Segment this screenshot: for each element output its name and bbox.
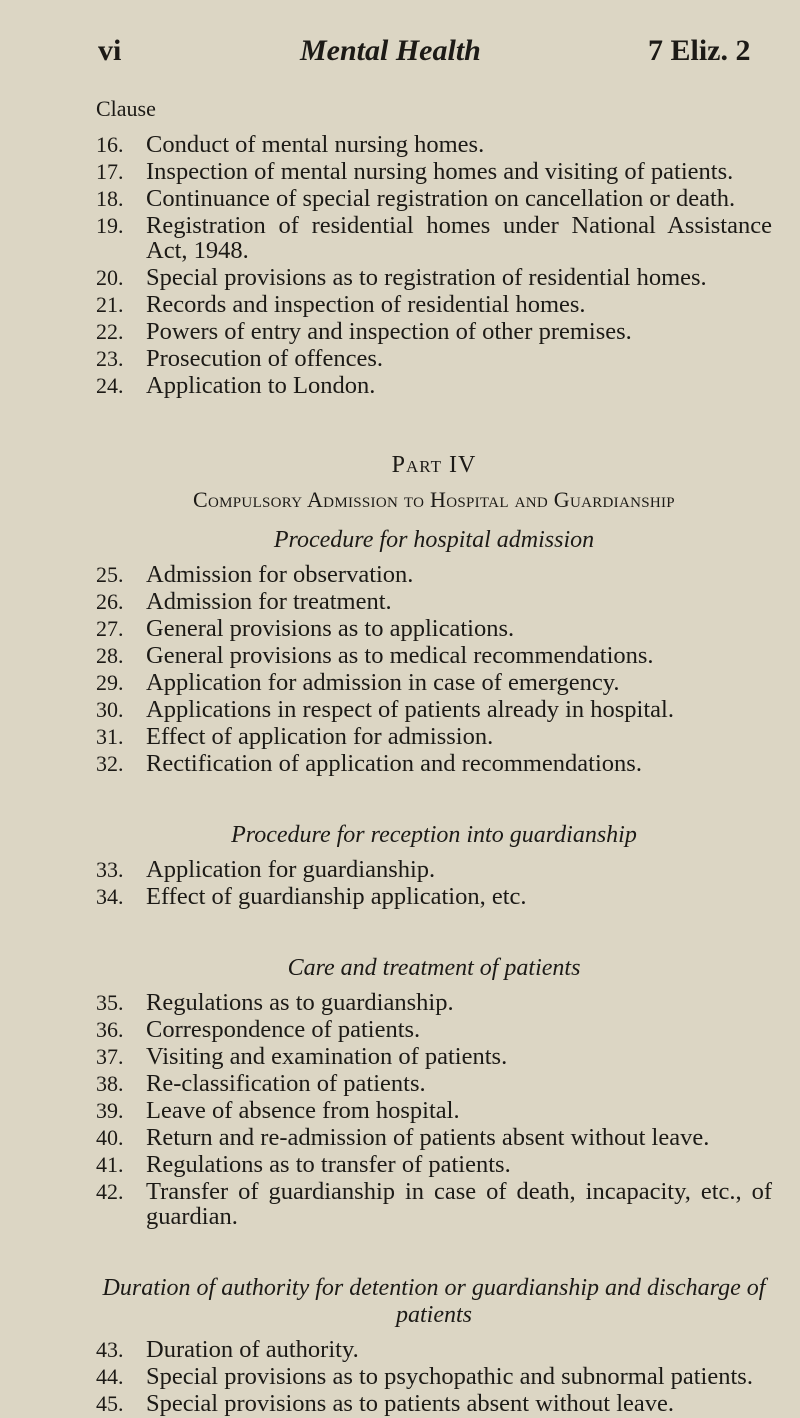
clause-number: 42.: [96, 1179, 124, 1204]
clause-entry: [96, 751, 772, 776]
clause-entry: [96, 346, 772, 371]
clause-text: Admission for observation.: [146, 561, 414, 588]
clause-number: 37.: [96, 1044, 124, 1069]
clause-text: Regulations as to guardianship.: [146, 989, 454, 1016]
clause-text: Special provisions as to psychopathic and subnormal patients.: [146, 1363, 753, 1390]
clause-entry: [96, 616, 772, 641]
part-title: Part IV: [391, 452, 477, 478]
clause-text: Admission for treatment.: [146, 588, 392, 615]
section-heading: Duration of authority for detention or guardianship and discharge of patients: [102, 1275, 766, 1328]
clause-number: 26.: [96, 589, 124, 614]
clause-entry: [96, 643, 772, 668]
clause-entry: [96, 1179, 772, 1229]
clause-text: Continuance of special registration on cancellation or death.: [146, 185, 736, 212]
clause-number: 38.: [96, 1071, 124, 1096]
section-heading: Procedure for hospital admission: [273, 527, 595, 553]
clause-number: 24.: [96, 373, 124, 398]
clause-number: 16.: [96, 132, 124, 157]
clause-text: Transfer of guardianship in case of death, incapacity, etc., of guardian.: [146, 1178, 772, 1230]
clause-text: Special provisions as to patients absent without leave.: [146, 1390, 675, 1417]
clause-entry: [96, 373, 772, 398]
clause-text: Records and inspection of residential homes.: [146, 291, 586, 318]
regnal-year: 7 Eliz. 2: [648, 34, 751, 67]
clause-entry: [96, 132, 772, 157]
clause-entry: [96, 1017, 772, 1042]
clause-entry: [96, 562, 772, 587]
clause-number: 21.: [96, 292, 124, 317]
clause-text: Powers of entry and inspection of other premises.: [146, 318, 632, 345]
clause-entry: [96, 319, 772, 344]
clause-entry: [96, 1071, 772, 1096]
clause-number: 32.: [96, 751, 124, 776]
clause-entry: [96, 1098, 772, 1123]
clause-entry: [96, 1152, 772, 1177]
clause-number: 35.: [96, 990, 124, 1015]
clause-number: 17.: [96, 159, 124, 184]
clause-text: Application for admission in case of emergency.: [146, 669, 620, 696]
clause-entry: [96, 857, 772, 882]
clause-number: 45.: [96, 1391, 124, 1416]
clause-column-label: Clause: [96, 96, 156, 121]
clause-number: 31.: [96, 724, 124, 749]
clause-number: 39.: [96, 1098, 124, 1123]
clause-text: General provisions as to medical recommendations.: [146, 642, 654, 669]
section-heading: Procedure for reception into guardianship: [231, 822, 637, 848]
clause-number: 36.: [96, 1017, 124, 1042]
clause-text: Effect of application for admission.: [146, 723, 494, 750]
clause-number: 28.: [96, 643, 124, 668]
clause-number: 19.: [96, 213, 124, 238]
part-subtitle: Compulsory Admission to Hospital and Guardianship: [193, 487, 675, 512]
page-number: vi: [98, 34, 122, 67]
clause-entry: [96, 213, 772, 263]
clause-text: Duration of authority.: [146, 1336, 359, 1363]
clause-entry: [96, 589, 772, 614]
running-title: Mental Health: [300, 34, 481, 67]
clause-text: Return and re-admission of patients absent without leave.: [146, 1124, 710, 1151]
section-heading: Care and treatment of patients: [287, 955, 581, 981]
clause-entry: [96, 724, 772, 749]
clause-entry: [96, 1364, 772, 1389]
clause-text: Re-classification of patients.: [146, 1070, 426, 1097]
clause-number: 27.: [96, 616, 124, 641]
clause-entry: [96, 159, 772, 184]
clause-number: 18.: [96, 186, 124, 211]
clause-text: Application for guardianship.: [146, 856, 436, 883]
clause-text: General provisions as to applications.: [146, 615, 515, 642]
clause-entry: [96, 186, 772, 211]
clause-text: Inspection of mental nursing homes and visiting of patients.: [146, 158, 734, 185]
clause-entry: [96, 697, 772, 722]
clause-text: Leave of absence from hospital.: [146, 1097, 460, 1124]
clause-entry: [96, 1337, 772, 1362]
clause-number: 43.: [96, 1337, 124, 1362]
clause-text: Conduct of mental nursing homes.: [146, 131, 485, 158]
running-header: [0, 34, 800, 84]
clause-number: 25.: [96, 562, 124, 587]
clause-entry: [96, 292, 772, 317]
clause-text: Special provisions as to registration of residential homes.: [146, 264, 707, 291]
clause-number: 40.: [96, 1125, 124, 1150]
clause-text: Application to London.: [146, 372, 376, 399]
clause-number: 44.: [96, 1364, 124, 1389]
clause-number: 41.: [96, 1152, 124, 1177]
clause-entry: [96, 990, 772, 1015]
clause-text: Rectification of application and recommendations.: [146, 750, 642, 777]
clause-text: Visiting and examination of patients.: [146, 1043, 508, 1070]
clause-number: 34.: [96, 884, 124, 909]
clause-text: Applications in respect of patients already in hospital.: [146, 696, 674, 723]
clause-number: 23.: [96, 346, 124, 371]
clause-number: 30.: [96, 697, 124, 722]
clause-text: Prosecution of offences.: [146, 345, 383, 372]
clause-entry: [96, 884, 772, 909]
clause-list: [96, 132, 772, 1418]
clause-text: Registration of residential homes under National Assistance Act, 1948.: [146, 212, 772, 264]
clause-text: Correspondence of patients.: [146, 1016, 421, 1043]
clause-entry: [96, 1125, 772, 1150]
clause-number: 29.: [96, 670, 124, 695]
clause-number: 20.: [96, 265, 124, 290]
clause-text: Effect of guardianship application, etc.: [146, 883, 527, 910]
clause-number: 22.: [96, 319, 124, 344]
clause-entry: [96, 1044, 772, 1069]
clause-entry: [96, 1391, 772, 1416]
clause-number: 33.: [96, 857, 124, 882]
clause-entry: [96, 670, 772, 695]
clause-text: Regulations as to transfer of patients.: [146, 1151, 511, 1178]
clause-entry: [96, 265, 772, 290]
